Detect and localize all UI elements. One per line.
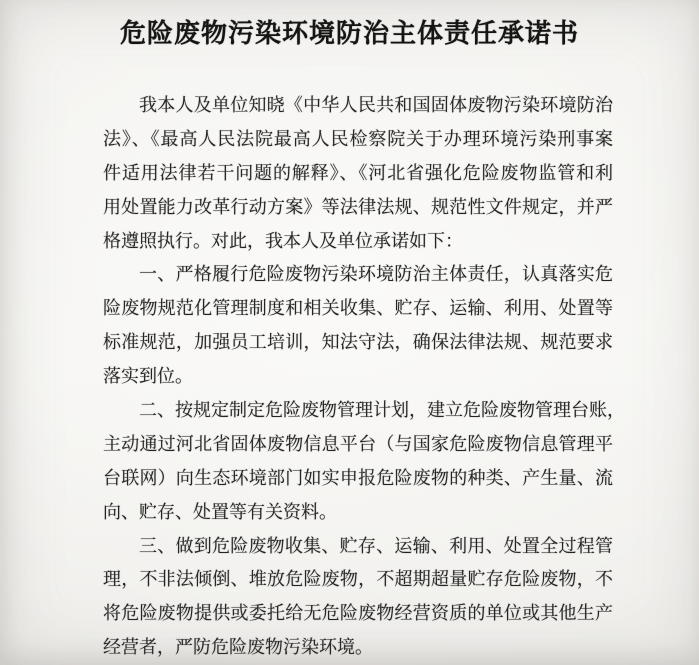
paragraph-line: 经营者，严防危险废物污染环境。 [103, 637, 373, 658]
document-body [103, 89, 625, 665]
paragraph-line: 用处置能力改革行动方案》等法律法规、规范性文件规定，并严 [103, 196, 613, 217]
paragraph-line: 台联网）向生态环境部门如实申报危险废物的种类、产生量、流 [103, 467, 613, 488]
paragraph-line: 标准规范，加强员工培训，知法守法，确保法律法规、规范要求 [103, 332, 613, 353]
paragraph-line: 主动通过河北省固体废物信息平台（与国家危险废物信息管理平 [103, 433, 613, 454]
paragraph-line: 一、严格履行危险废物污染环境防治主体责任，认真落实危 [139, 264, 613, 285]
paragraph [103, 530, 613, 665]
paragraph [103, 394, 625, 530]
paragraph [103, 258, 613, 394]
paragraph-line: 理，不非法倾倒、堆放危险废物，不超期超量贮存危险废物，不 [103, 569, 613, 590]
paragraph [103, 89, 613, 258]
paragraph-line: 件适用法律若干问题的解释》、《河北省强化危险废物监管和利 [103, 162, 613, 183]
document-title: 危险废物污染环境防治主体责任承诺书 [119, 19, 579, 48]
paragraph-line: 法》、《最高人民法院最高人民检察院关于办理环境污染刑事案 [103, 128, 613, 149]
paragraph-line: 二、按规定制定危险废物管理计划，建立危险废物管理台账， [139, 400, 625, 421]
paragraph-line: 险废物规范化管理制度和相关收集、贮存、运输、利用、处置等 [103, 298, 613, 319]
paragraph-line: 落实到位。 [103, 366, 193, 387]
paragraph-line: 三、做到危险废物收集、贮存、运输、利用、处置全过程管 [139, 535, 613, 556]
paragraph-line: 我本人及单位知晓《中华人民共和国固体废物污染环境防治 [139, 95, 613, 115]
paragraph-line: 向、贮存、处置等有关资料。 [103, 501, 337, 522]
paragraph-line: 格遵照执行。对此，我本人及单位承诺如下： [103, 230, 463, 251]
paragraph-line: 将危险废物提供或委托给无危险废物经营资质的单位或其他生产 [103, 603, 613, 624]
